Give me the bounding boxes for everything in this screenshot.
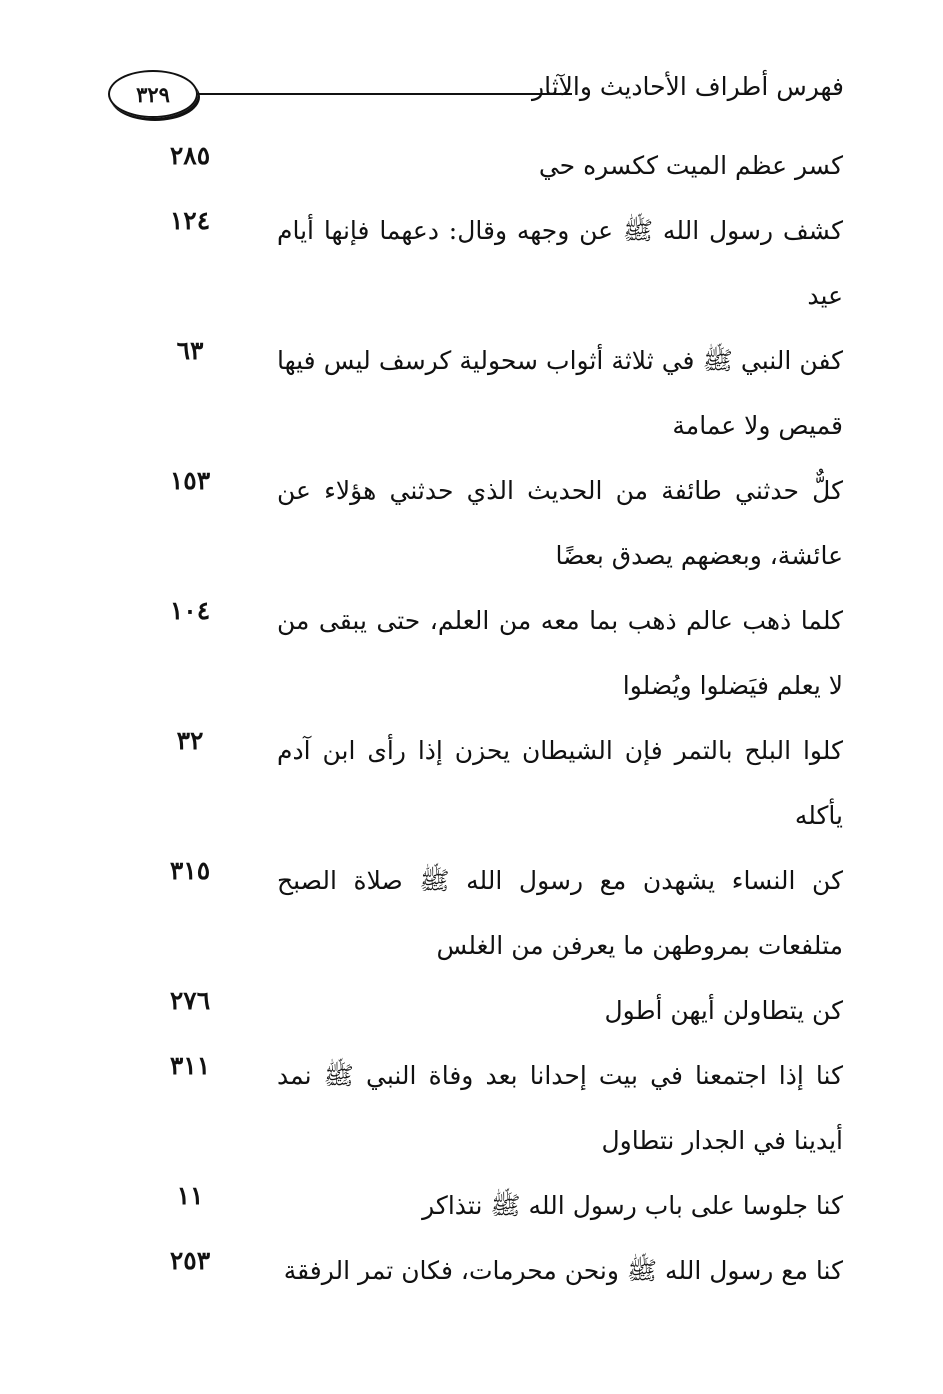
index-entry [0,198,943,328]
entry-text: كفن النبي ﷺ في ثلاثة أثواب سحولية كرسف ليس فيها قميص ولا عمامة [277,346,843,440]
index-entry [0,328,943,458]
entry-text: كشف رسول الله ﷺ عن وجهه وقال: دعهما فإنها أيام عيد [277,216,843,310]
entry-text: كنا إذا اجتمعنا في بيت إحدانا بعد وفاة النبي ﷺ نمد أيدينا في الجدار نتطاول [277,1061,843,1155]
entry-text: كسر عظم الميت ككسره حي [538,151,843,180]
entry-page-number: ٣١٥ [169,856,211,885]
index-entry [0,1173,943,1238]
index-entry [0,133,943,198]
entry-page-number: ١٥٣ [169,466,211,495]
entry-text: كنا جلوسا على باب رسول الله ﷺ نتذاكر [422,1191,843,1220]
running-title: فهرس أطراف الأحاديث والآثار [532,72,844,101]
entry-page-number: ١٢٤ [169,206,211,235]
index-entry [0,1238,943,1303]
entry-page-number: ٣١١ [169,1051,211,1080]
entry-page-number: ١١ [176,1181,204,1210]
entry-text: كلٌّ حدثني طائفة من الحديث الذي حدثني هؤلاء عن عائشة، وبعضهم يصدق بعضًا [277,476,843,570]
entry-text: كن النساء يشهدن مع رسول الله ﷺ صلاة الصبح متلفعات بمروطهن ما يعرفن من الغلس [277,866,843,960]
page-number-badge [108,70,198,118]
entry-text: كلوا البلح بالتمر فإن الشيطان يحزن إذا رأى ابن آدم يأكله [277,736,843,830]
entry-page-number: ٢٧٦ [169,986,211,1015]
entry-page-number: ٢٨٥ [169,141,211,170]
hadith-index-list [0,133,943,1303]
page-header [100,68,850,124]
index-entry [0,848,943,978]
index-entry [0,718,943,848]
entry-page-number: ٣٢ [176,726,204,755]
page-number: ٣٢٩ [136,81,170,107]
header-rule [196,93,572,95]
entry-page-number: ٢٥٣ [169,1246,211,1275]
entry-text: كلما ذهب عالم ذهب بما معه من العلم، حتى يبقى من لا يعلم فيَضلوا ويُضلوا [277,606,843,700]
index-entry [0,458,943,588]
index-entry [0,978,943,1043]
entry-page-number: ١٠٤ [169,596,211,625]
entry-page-number: ٦٣ [176,336,204,365]
index-entry [0,588,943,718]
entry-text: كن يتطاولن أيهن أطول [604,996,843,1025]
index-entry [0,1043,943,1173]
entry-text: كنا مع رسول الله ﷺ ونحن محرمات، فكان تمر الرفقة [283,1256,843,1285]
